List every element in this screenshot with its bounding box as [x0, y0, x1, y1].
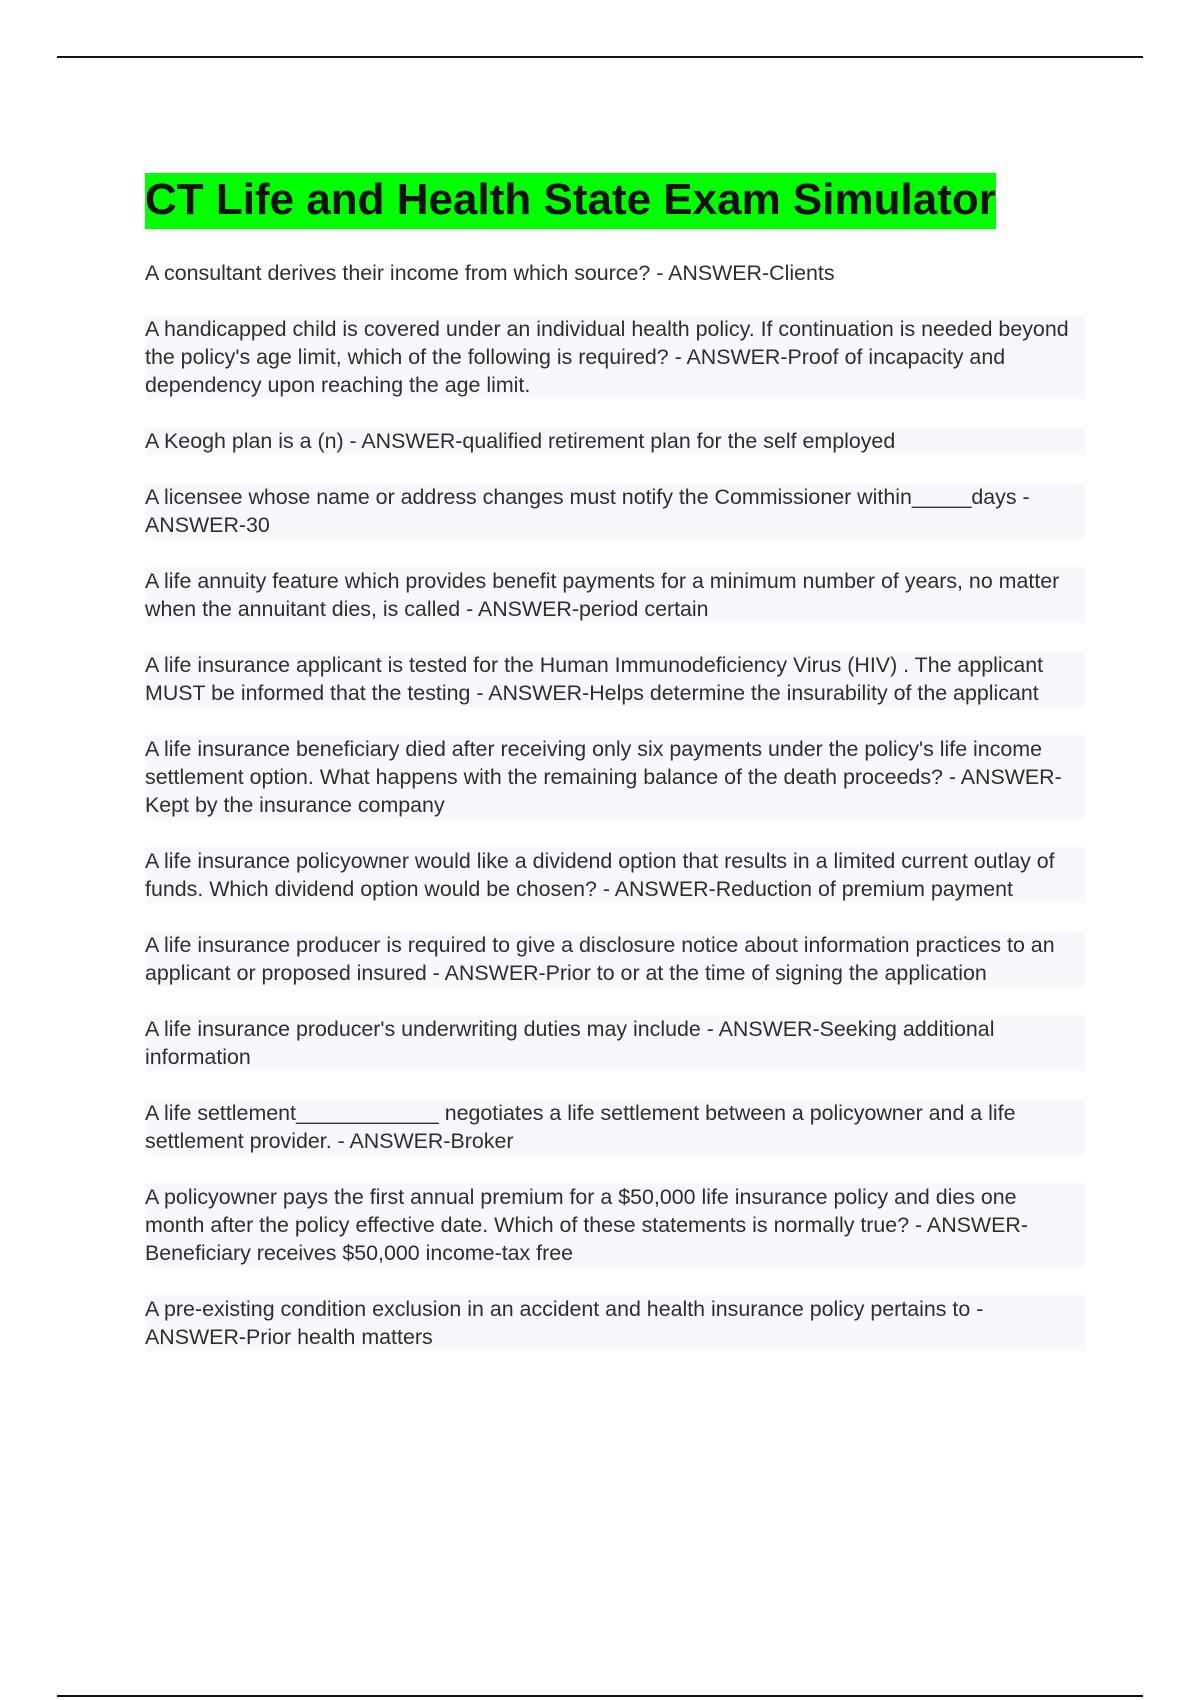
document-body — [145, 173, 1085, 1379]
qa-item: A licensee whose name or address changes must notify the Commissioner within_____days - ANSWER-30 — [145, 483, 1085, 539]
bottom-horizontal-rule — [57, 1695, 1143, 1697]
question-answer-list — [145, 259, 1085, 1351]
qa-item: A life insurance producer's underwriting duties may include - ANSWER-Seeking additional information — [145, 1015, 1085, 1071]
qa-item: A life insurance producer is required to give a disclosure notice about information practices to an applicant or proposed insured - ANSWER-Prior to or at the time of signing the application — [145, 931, 1085, 987]
document-title: CT Life and Health State Exam Simulator — [145, 173, 996, 229]
qa-item: A life insurance applicant is tested for the Human Immunodeficiency Virus (HIV) . The applicant MUST be informed that the testing - ANSWER-Helps determine the insurability of the applicant — [145, 651, 1085, 707]
qa-item: A life settlement____________ negotiates a life settlement between a policyowner and a life settlement provider. - ANSWER-Broker — [145, 1099, 1085, 1155]
qa-item: A life insurance policyowner would like a dividend option that results in a limited current outlay of funds. Which dividend option would be chosen? - ANSWER-Reduction of premium payment — [145, 847, 1085, 903]
qa-item: A pre-existing condition exclusion in an accident and health insurance policy pertains to - ANSWER-Prior health matters — [145, 1295, 1085, 1351]
qa-item: A handicapped child is covered under an individual health policy. If continuation is needed beyond the policy's age limit, which of the following is required? - ANSWER-Proof of incapacity and dependency upon reaching the age limit. — [145, 315, 1085, 399]
qa-item: A policyowner pays the first annual premium for a $50,000 life insurance policy and dies one month after the policy effective date. Which of these statements is normally true? - ANSWER-Beneficiary receives $50,000 income-tax free — [145, 1183, 1085, 1267]
qa-item: A Keogh plan is a (n) - ANSWER-qualified retirement plan for the self employed — [145, 427, 1085, 455]
qa-item: A consultant derives their income from which source? - ANSWER-Clients — [145, 261, 835, 285]
top-horizontal-rule — [57, 56, 1143, 58]
qa-item: A life insurance beneficiary died after receiving only six payments under the policy's life income settlement option. What happens with the remaining balance of the death proceeds? - ANSWER-Kept by the insurance company — [145, 735, 1085, 819]
qa-item: A life annuity feature which provides benefit payments for a minimum number of years, no matter when the annuitant dies, is called - ANSWER-period certain — [145, 567, 1085, 623]
